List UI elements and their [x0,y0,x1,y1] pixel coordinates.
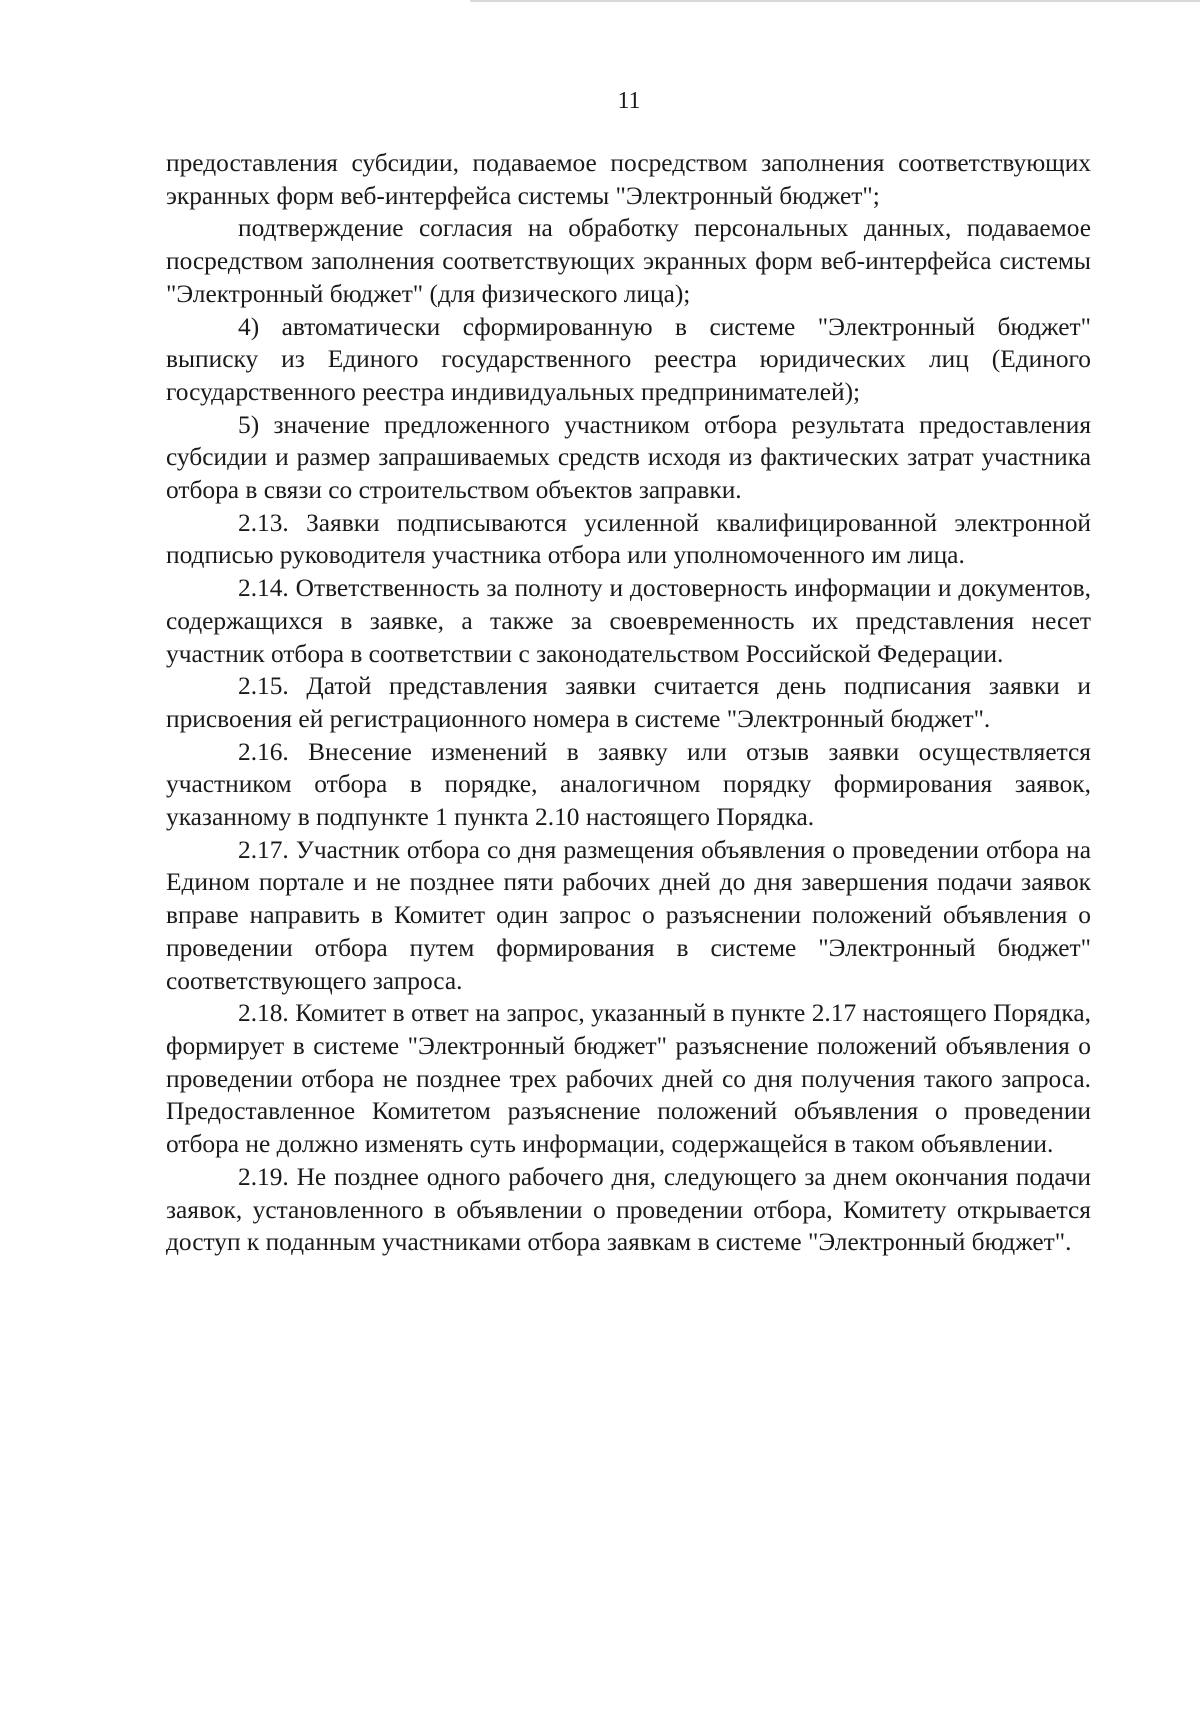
paragraph-2-16: 2.16. Внесение изменений в заявку или отзыв заявки осуществляется участником отбора в порядке, аналогичном порядку формирования заявок, указанному в подпункте 1 пункта 2.10 настоящего Порядка. [166,737,1091,832]
paragraph-item-4: 4) автоматически сформированную в системе "Электронный бюджет" выписку из Единого государственного реестра юридических лиц (Единого государственного реестра индивидуальных предпринимателей); [166,312,1091,406]
paragraph-continuation: предоставления субсидии, подаваемое посредством заполнения соответствующих экранных форм веб-интерфейса системы "Электронный бюджет"; [166,149,1091,210]
paragraph-2-17: 2.17. Участник отбора со дня размещения объявления о проведении отбора на Едином портале и не позднее пяти рабочих дней до дня завершения подачи заявок вправе направить в Комитет один запрос о разъяснении положений объявления о проведении отбора путем формирования в системе "Электронный бюджет" соответствующего запроса. [166,835,1091,995]
page-number: 11 [617,88,641,114]
paragraph-2-18: 2.18. Комитет в ответ на запрос, указанный в пункте 2.17 настоящего Порядка, формирует в системе "Электронный бюджет" разъяснение положений объявления о проведении отбора не позднее трех рабочих дней со дня получения такого запроса. Предоставленное Комитетом разъяснение положений объявления о проведении отбора не должно изменять суть информации, содержащейся в таком объявлении. [166,999,1091,1159]
paragraph-item-5: 5) значение предложенного участником отбора результата предоставления субсидии и размер запрашиваемых средств исходя из фактических затрат участника отбора в связи со строительством объектов заправки. [166,410,1091,505]
paragraph-2-13: 2.13. Заявки подписываются усиленной квалифицированной электронной подписью руководителя участника отбора или уполномоченного им лица. [166,508,1091,570]
document-body [166,147,1091,1259]
paragraph-2-19: 2.19. Не позднее одного рабочего дня, следующего за днем окончания подачи заявок, установленного в объявлении о проведении отбора, Комитету открывается доступ к поданным участниками отбора заявкам в системе "Электронный бюджет". [166,1162,1091,1257]
scan-edge-line [470,0,1200,2]
paragraph-2-15: 2.15. Датой представления заявки считается день подписания заявки и присвоения ей регистрационного номера в системе "Электронный бюджет". [166,672,1091,733]
paragraph-consent: подтверждение согласия на обработку персональных данных, подаваемое посредством заполнения соответствующих экранных форм веб-интерфейса системы "Электронный бюджет" (для физического лица); [166,214,1091,308]
paragraph-2-14: 2.14. Ответственность за полноту и достоверность информации и документов, содержащихся в заявке, а также за своевременность их представления несет участник отбора в соответствии с законодательством Российской Федерации. [166,574,1091,668]
